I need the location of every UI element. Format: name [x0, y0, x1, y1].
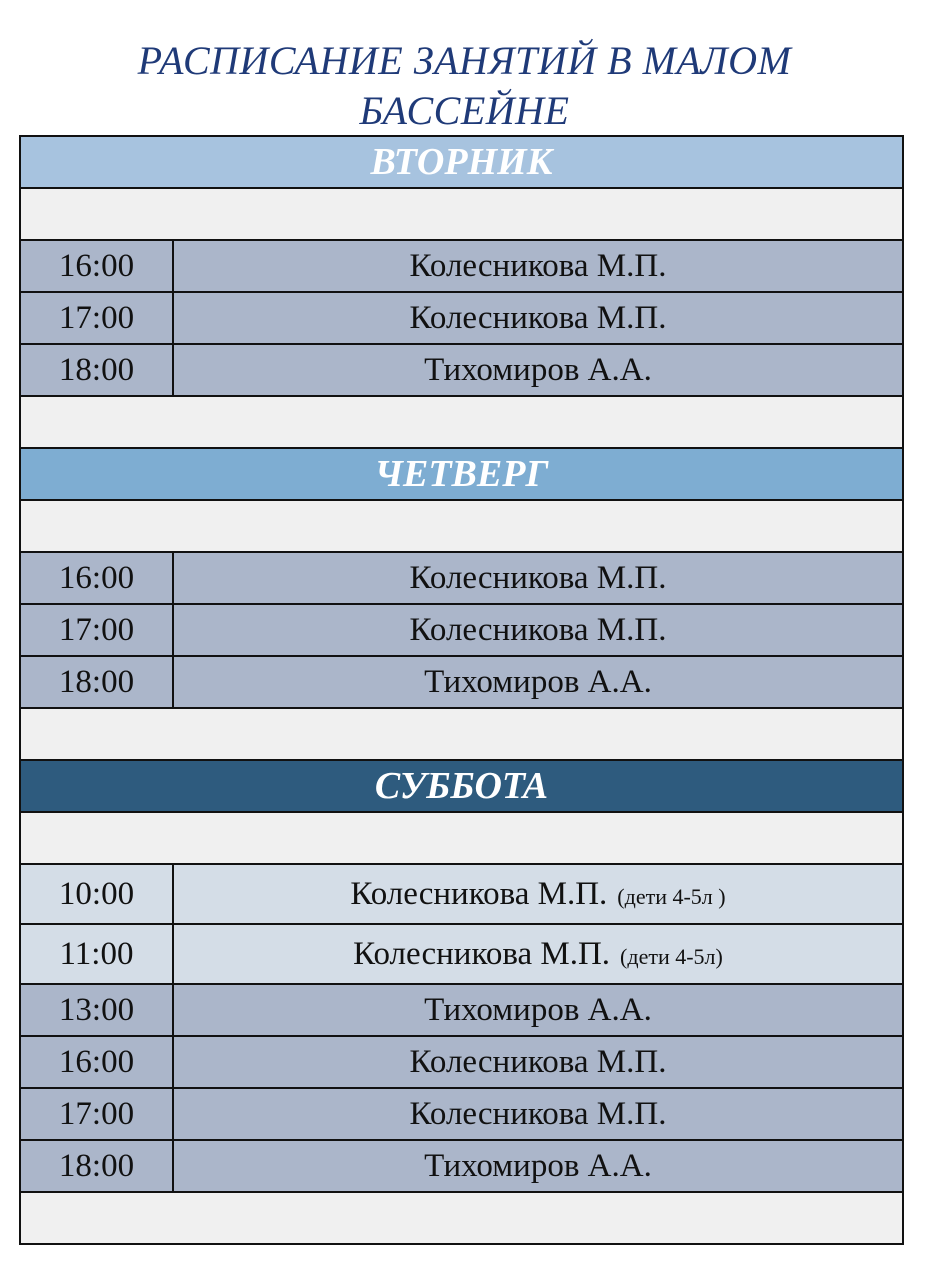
instructor-cell: Колесникова М.П. — [173, 240, 903, 292]
time-cell: 18:00 — [20, 1140, 173, 1192]
table-row — [20, 292, 903, 344]
time-cell: 16:00 — [20, 240, 173, 292]
gap-cell — [20, 396, 903, 448]
table-row — [20, 552, 903, 604]
instructor-name: Колесникова М.П. — [350, 875, 608, 912]
table-row — [20, 656, 903, 708]
day-header-tuesday: ВТОРНИК — [20, 136, 903, 188]
table-row — [20, 864, 903, 924]
instructor-cell: Колесникова М.П. — [173, 604, 903, 656]
gap-cell — [20, 500, 903, 552]
gap-cell — [20, 188, 903, 240]
age-note: (дети 4-5л ) — [617, 883, 726, 909]
gap-row — [20, 396, 903, 448]
time-cell: 10:00 — [20, 864, 173, 924]
gap-cell — [20, 708, 903, 760]
table-row — [20, 344, 903, 396]
table-row — [20, 1036, 903, 1088]
gap-row — [20, 500, 903, 552]
gap-cell — [20, 1192, 903, 1244]
instructor-cell — [173, 924, 903, 984]
instructor-cell: Колесникова М.П. — [173, 552, 903, 604]
day-header-row — [20, 448, 903, 500]
table-row — [20, 1140, 903, 1192]
time-cell: 11:00 — [20, 924, 173, 984]
instructor-cell: Колесникова М.П. — [173, 1088, 903, 1140]
day-header-thursday: ЧЕТВЕРГ — [20, 448, 903, 500]
table-row — [20, 924, 903, 984]
table-row — [20, 604, 903, 656]
time-cell: 17:00 — [20, 604, 173, 656]
instructor-cell: Тихомиров А.А. — [173, 656, 903, 708]
gap-row — [20, 708, 903, 760]
gap-row — [20, 812, 903, 864]
instructor-cell: Колесникова М.П. — [173, 292, 903, 344]
time-cell: 16:00 — [20, 1036, 173, 1088]
schedule-table — [19, 135, 904, 1245]
day-header-row — [20, 136, 903, 188]
time-cell: 18:00 — [20, 656, 173, 708]
instructor-name: Колесникова М.П. — [353, 935, 611, 972]
time-cell: 17:00 — [20, 292, 173, 344]
gap-row — [20, 1192, 903, 1244]
title-line-1: РАСПИСАНИЕ ЗАНЯТИЙ В МАЛОМ — [137, 38, 792, 83]
gap-cell — [20, 812, 903, 864]
table-row — [20, 240, 903, 292]
title-line-2: БАССЕЙНЕ — [359, 88, 570, 133]
instructor-cell: Тихомиров А.А. — [173, 344, 903, 396]
gap-row — [20, 188, 903, 240]
time-cell: 17:00 — [20, 1088, 173, 1140]
instructor-cell — [173, 864, 903, 924]
day-header-row — [20, 760, 903, 812]
table-row — [20, 1088, 903, 1140]
time-cell: 16:00 — [20, 552, 173, 604]
page-title — [0, 36, 929, 136]
instructor-cell: Колесникова М.П. — [173, 1036, 903, 1088]
age-note: (дети 4-5л) — [620, 943, 723, 969]
table-row — [20, 984, 903, 1036]
instructor-cell: Тихомиров А.А. — [173, 984, 903, 1036]
time-cell: 18:00 — [20, 344, 173, 396]
day-header-saturday: СУББОТА — [20, 760, 903, 812]
time-cell: 13:00 — [20, 984, 173, 1036]
instructor-cell: Тихомиров А.А. — [173, 1140, 903, 1192]
